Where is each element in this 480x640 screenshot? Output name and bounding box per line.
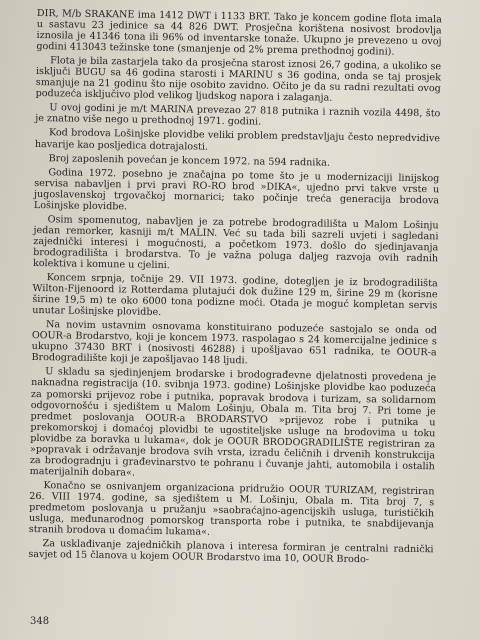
paragraph: Na novim ustavnim osnovama konstituirano poduzeće sastojalo se onda od OOUR-a Brodarstvo, koji je koncem 1973. raspolagao s 24 komercijalne jedinice s ukupno 37430 BRT i (nosivosti 46288) i upošljavao 651 radnika, te OOUR-a Brodogradilište koji je zapošljavao 148 ljudi. [31,319,438,367]
paragraph: Kod brodova Lošinjske plovidbe veliki problem predstavljaju često nepredvidive havarije kao posljedica dotrajalosti. [34,127,441,153]
paragraph: Za usklađivanje zajedničkih planova i interesa formiran je centralni radnički savjet od 15 članova u kojem OOUR Brodarstvo ima 10, OOUR Brodo- [28,538,434,566]
paragraph: DIR, M/b SRAKANE ima 1412 DWT i 1133 BRT. Tako je koncem godine flota imala u sastavu 23 jedinice sa 44 826 DWT. Prosječna korištena nosivost brodovlja iznosila je 41346 tona ili 96% od inventarske tonaže. Ukupno je prevezeno u ovoj godini 413043 težinske tone (smanjenje od 2% prema prethodnoj godini). [36,8,442,58]
paragraph: Flota je bila zastarjela tako da prosječna starost iznosi 26,7 godina, a ukoliko se isključi BUGU sa 46 godina starosti i MARINU s 36 godina, onda se taj prosjek smanjuje na 21 godinu što nije osobito zavidno. Očito je da su radni rezultati ovog poduzeća isključivo plod velikog ljudskog napora i zalaganja. [35,55,442,104]
paragraph: Osim spomenutog, nabavljen je za potrebe brodogradilišta u Malom Lošinju jedan remorker, kasniji m/t MALIN. Već su tada bili sazreli uvjeti i sagledani zajednički interesi i mogućnosti, a početkom 1973. došlo do sjedinjavanja brodogradilišta i brodarstva. To je važna poluga daljeg razvoja ovih radnih kolektiva i komune u cjelini. [32,213,439,272]
paragraph: Konačno se osnivanjem organizaciona pridružio OOUR TURIZAM, registriran 26. VIII 1974. godine, sa sjedištem u M. Lošinju, Obala m. Tita broj 7, s predmetom poslovanja u pružanju »saobraćajno-agencijskih usluga, turističkih usluga, međunarodnog pomorskog transporta robe i putnika, te snabdijevanja stranih brodova u domaćim lukama«. [28,480,435,538]
page-body-text [28,8,442,569]
page-number: 348 [30,616,50,627]
paragraph: Koncem srpnja, točnije 29. VII 1973. godine, dotegljen je iz brodogradilišta Wilton-Fijenoord iz Rotterdama plutajući dok dužine 129 m, širine 29 m (korisne širine 19,5 m) te oko 6000 tona podizne moći. Otada je moguć kompletan servis unutar Lošinjske plovidbe. [32,272,438,319]
paragraph: U skladu sa sjedinjenjem brodarske i brodograđevne djelatnosti provedena je naknadna registracija (10. svibnja 1973. godine) Lošinjske plovidbe kao poduzeća za pomorski prijevoz robe i putnika, popravak brodova i turizam, sa solidarnom odgovornošću i sjedištem u Malom Lošinju, Obala m. Tita broj 7. Pri tome je predmet poslovanja OOUR-a BRODARSTVO »prijevoz robe i putnika u prekomorskoj i domaćoj plovidbi te ugostiteljske usluge na brodovima u toku plovidbe za boravka u lukama«, dok je OOUR BRODOGRADILIŠTE registriran za »popravak i održavanje brodova svih vrsta, izradu čeličnih i drvenih konstrukcija za brodogradnju i građevinarstvo te pohranu i čuvanje jahti, automobila i ostalih materijalnih dobara«. [29,366,437,479]
paragraph: Broj zaposlenih povećan je koncem 1972. na 594 radnika. [48,152,331,169]
paragraph: U ovoj godini je m/t MARINA prevezao 27 818 putnika i raznih vozila 4498, što je znatno više nego u prethodnoj 1971. godini. [35,102,441,128]
paragraph: Godina 1972. posebno je značajna po tome što je u modernizaciji linijskog servisa nabavljen i prvi pravi RO-RO brod »DIKA«, ujedno prvi takve vrste u jugoslavenskoj trgovačkoj mornarici; tako počinje treća generacija brodova Lošinjske plovidbe. [33,166,440,213]
